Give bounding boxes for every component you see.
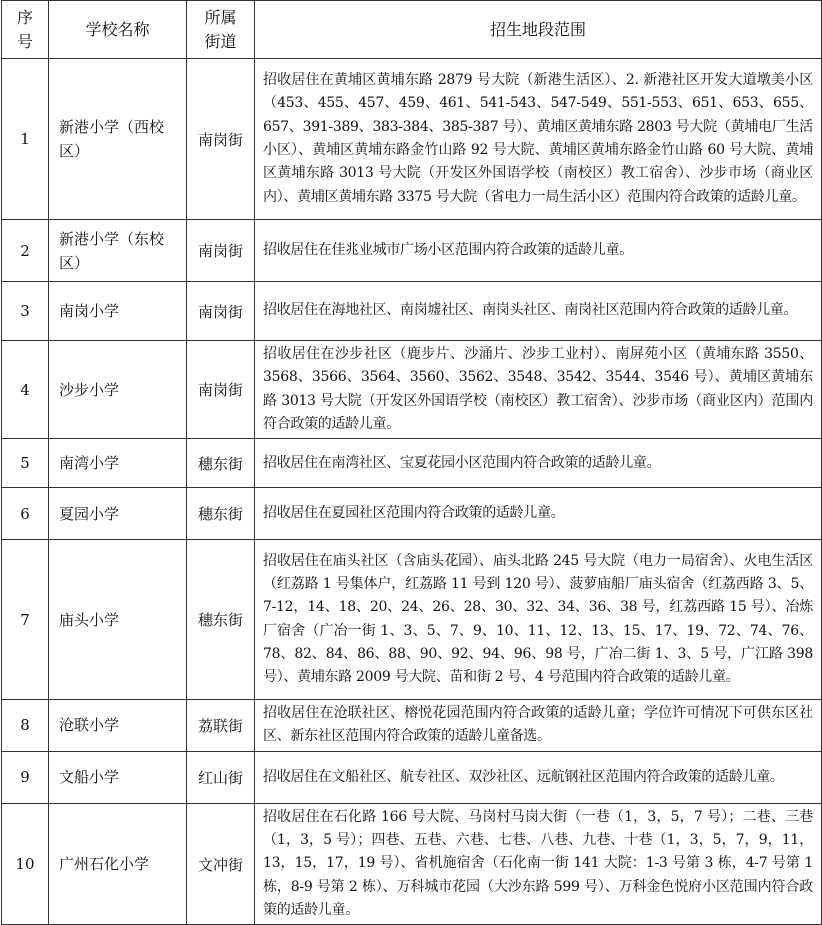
header-scope: 招生地段范围 <box>255 1 822 59</box>
table-row <box>2 700 822 752</box>
enrollment-scope: 招收居住在庙头社区（含庙头花园）、庙头北路 245 号大院（电力一局宿舍）、火电生活区（红荔路 1 号集体户，红荔路 11 号到 120 号）、菠萝庙船厂庙头宿舍（红荔西路 3、5、7-12，14、18、20、24、26、28、30、32、34、36、38 号，红荔西路 15 号）、冶炼厂宿舍（广冶一街 1、3、5、7、9、10、11、12、13、15、17、19、72、74、76、78、82、84、86、88、90、92、94、96、98 号，广冶二街 1、3、5 号，广江路 398 号）、黄埔东路 2009 号大院、苗和街 2 号、4 号范围内符合政策的适龄儿童。 <box>255 540 822 700</box>
school-name: 沙步小学 <box>49 341 187 439</box>
street-name: 南岗街 <box>187 220 255 282</box>
street-name: 穗东街 <box>187 439 255 488</box>
enrollment-scope: 招收居住在黄埔区黄埔东路 2879 号大院（新港生活区）、2. 新港社区开发大道墩美小区（453、455、457、459、461、541-543、547-549、551-553、651、653、655、657、391-389、383-384、385-387 号）、黄埔区黄埔东路 2803 号大院（黄埔电厂生活小区）、黄埔区黄埔东路金竹山路 92 号大院、黄埔区黄埔东路金竹山路 60 号大院、黄埔区黄埔东路 3013 号大院（开发区外国语学校（南校区）教工宿舍）、沙步市场（商业区内）、黄埔区黄埔东路 3375 号大院（省电力一局生活小区）范围内符合政策的适龄儿童。 <box>255 59 822 220</box>
street-name: 南岗街 <box>187 282 255 341</box>
header-school: 学校名称 <box>49 1 187 59</box>
school-name: 南湾小学 <box>49 439 187 488</box>
street-name: 荔联街 <box>187 700 255 752</box>
street-name: 南岗街 <box>187 59 255 220</box>
row-number: 7 <box>2 540 49 700</box>
enrollment-scope: 招收居住在南湾社区、宝夏花园小区范围内符合政策的适龄儿童。 <box>255 439 822 488</box>
school-name: 新港小学（东校区） <box>49 220 187 282</box>
table-row <box>2 282 822 341</box>
row-number: 3 <box>2 282 49 341</box>
enrollment-scope: 招收居住在沧联社区、榕悦花园范围内符合政策的适龄儿童；学位许可情况下可供东区社区、新东社区范围内符合政策的适龄儿童备选。 <box>255 700 822 752</box>
row-number: 5 <box>2 439 49 488</box>
enrollment-scope: 招收居住在文船社区、航专社区、双沙社区、远航钢社区范围内符合政策的适龄儿童。 <box>255 751 822 803</box>
row-number: 8 <box>2 700 49 752</box>
street-name: 南岗街 <box>187 341 255 439</box>
row-number: 1 <box>2 59 49 220</box>
header-no: 序号 <box>2 1 49 59</box>
table-row <box>2 803 822 924</box>
row-number: 4 <box>2 341 49 439</box>
table-row <box>2 59 822 220</box>
enrollment-scope: 招收居住在沙步社区（鹿步片、沙涌片、沙步工业村）、南屏苑小区（黄埔东路 3550、3568、3566、3564、3560、3562、3548、3542、3544、3546 号）、黄埔区黄埔东路 3013 号大院（开发区外国语学校（南校区）教工宿舍）、沙步市场（商业区内）范围内符合政策的适龄儿童。 <box>255 341 822 439</box>
enrollment-table <box>1 0 822 925</box>
school-name: 夏园小学 <box>49 488 187 540</box>
row-number: 9 <box>2 751 49 803</box>
school-name: 沧联小学 <box>49 700 187 752</box>
school-name: 新港小学（西校区） <box>49 59 187 220</box>
header-street: 所属街道 <box>187 1 255 59</box>
table-row <box>2 341 822 439</box>
street-name: 红山街 <box>187 751 255 803</box>
header-row <box>2 1 822 59</box>
school-name: 庙头小学 <box>49 540 187 700</box>
enrollment-scope: 招收居住在佳兆业城市广场小区范围内符合政策的适龄儿童。 <box>255 220 822 282</box>
row-number: 6 <box>2 488 49 540</box>
table-row <box>2 751 822 803</box>
school-name: 广州石化小学 <box>49 803 187 924</box>
table-row <box>2 488 822 540</box>
table-row <box>2 439 822 488</box>
school-name: 南岗小学 <box>49 282 187 341</box>
enrollment-scope: 招收居住在夏园社区范围内符合政策的适龄儿童。 <box>255 488 822 540</box>
street-name: 穗东街 <box>187 488 255 540</box>
enrollment-scope: 招收居住在海地社区、南岗墟社区、南岗头社区、南岗社区范围内符合政策的适龄儿童。 <box>255 282 822 341</box>
row-number: 10 <box>2 803 49 924</box>
table-row <box>2 220 822 282</box>
enrollment-scope: 招收居住在石化路 166 号大院、马岗村马岗大街（一巷（1，3，5，7 号）；二巷、三巷（1，3，5 号）；四巷、五巷、六巷、七巷、八巷、九巷、十巷（1，3，5，7，9，11，13，15，17，19 号）、省机施宿舍（石化南一街 141 大院：1-3 号第 3 栋，4-7 号第 1 栋，8-9 号第 2 栋）、万科城市花园（大沙东路 599 号）、万科金色悦府小区范围内符合政策的适龄儿童。 <box>255 803 822 924</box>
street-name: 文冲街 <box>187 803 255 924</box>
row-number: 2 <box>2 220 49 282</box>
table-row <box>2 540 822 700</box>
school-name: 文船小学 <box>49 751 187 803</box>
street-name: 穗东街 <box>187 540 255 700</box>
